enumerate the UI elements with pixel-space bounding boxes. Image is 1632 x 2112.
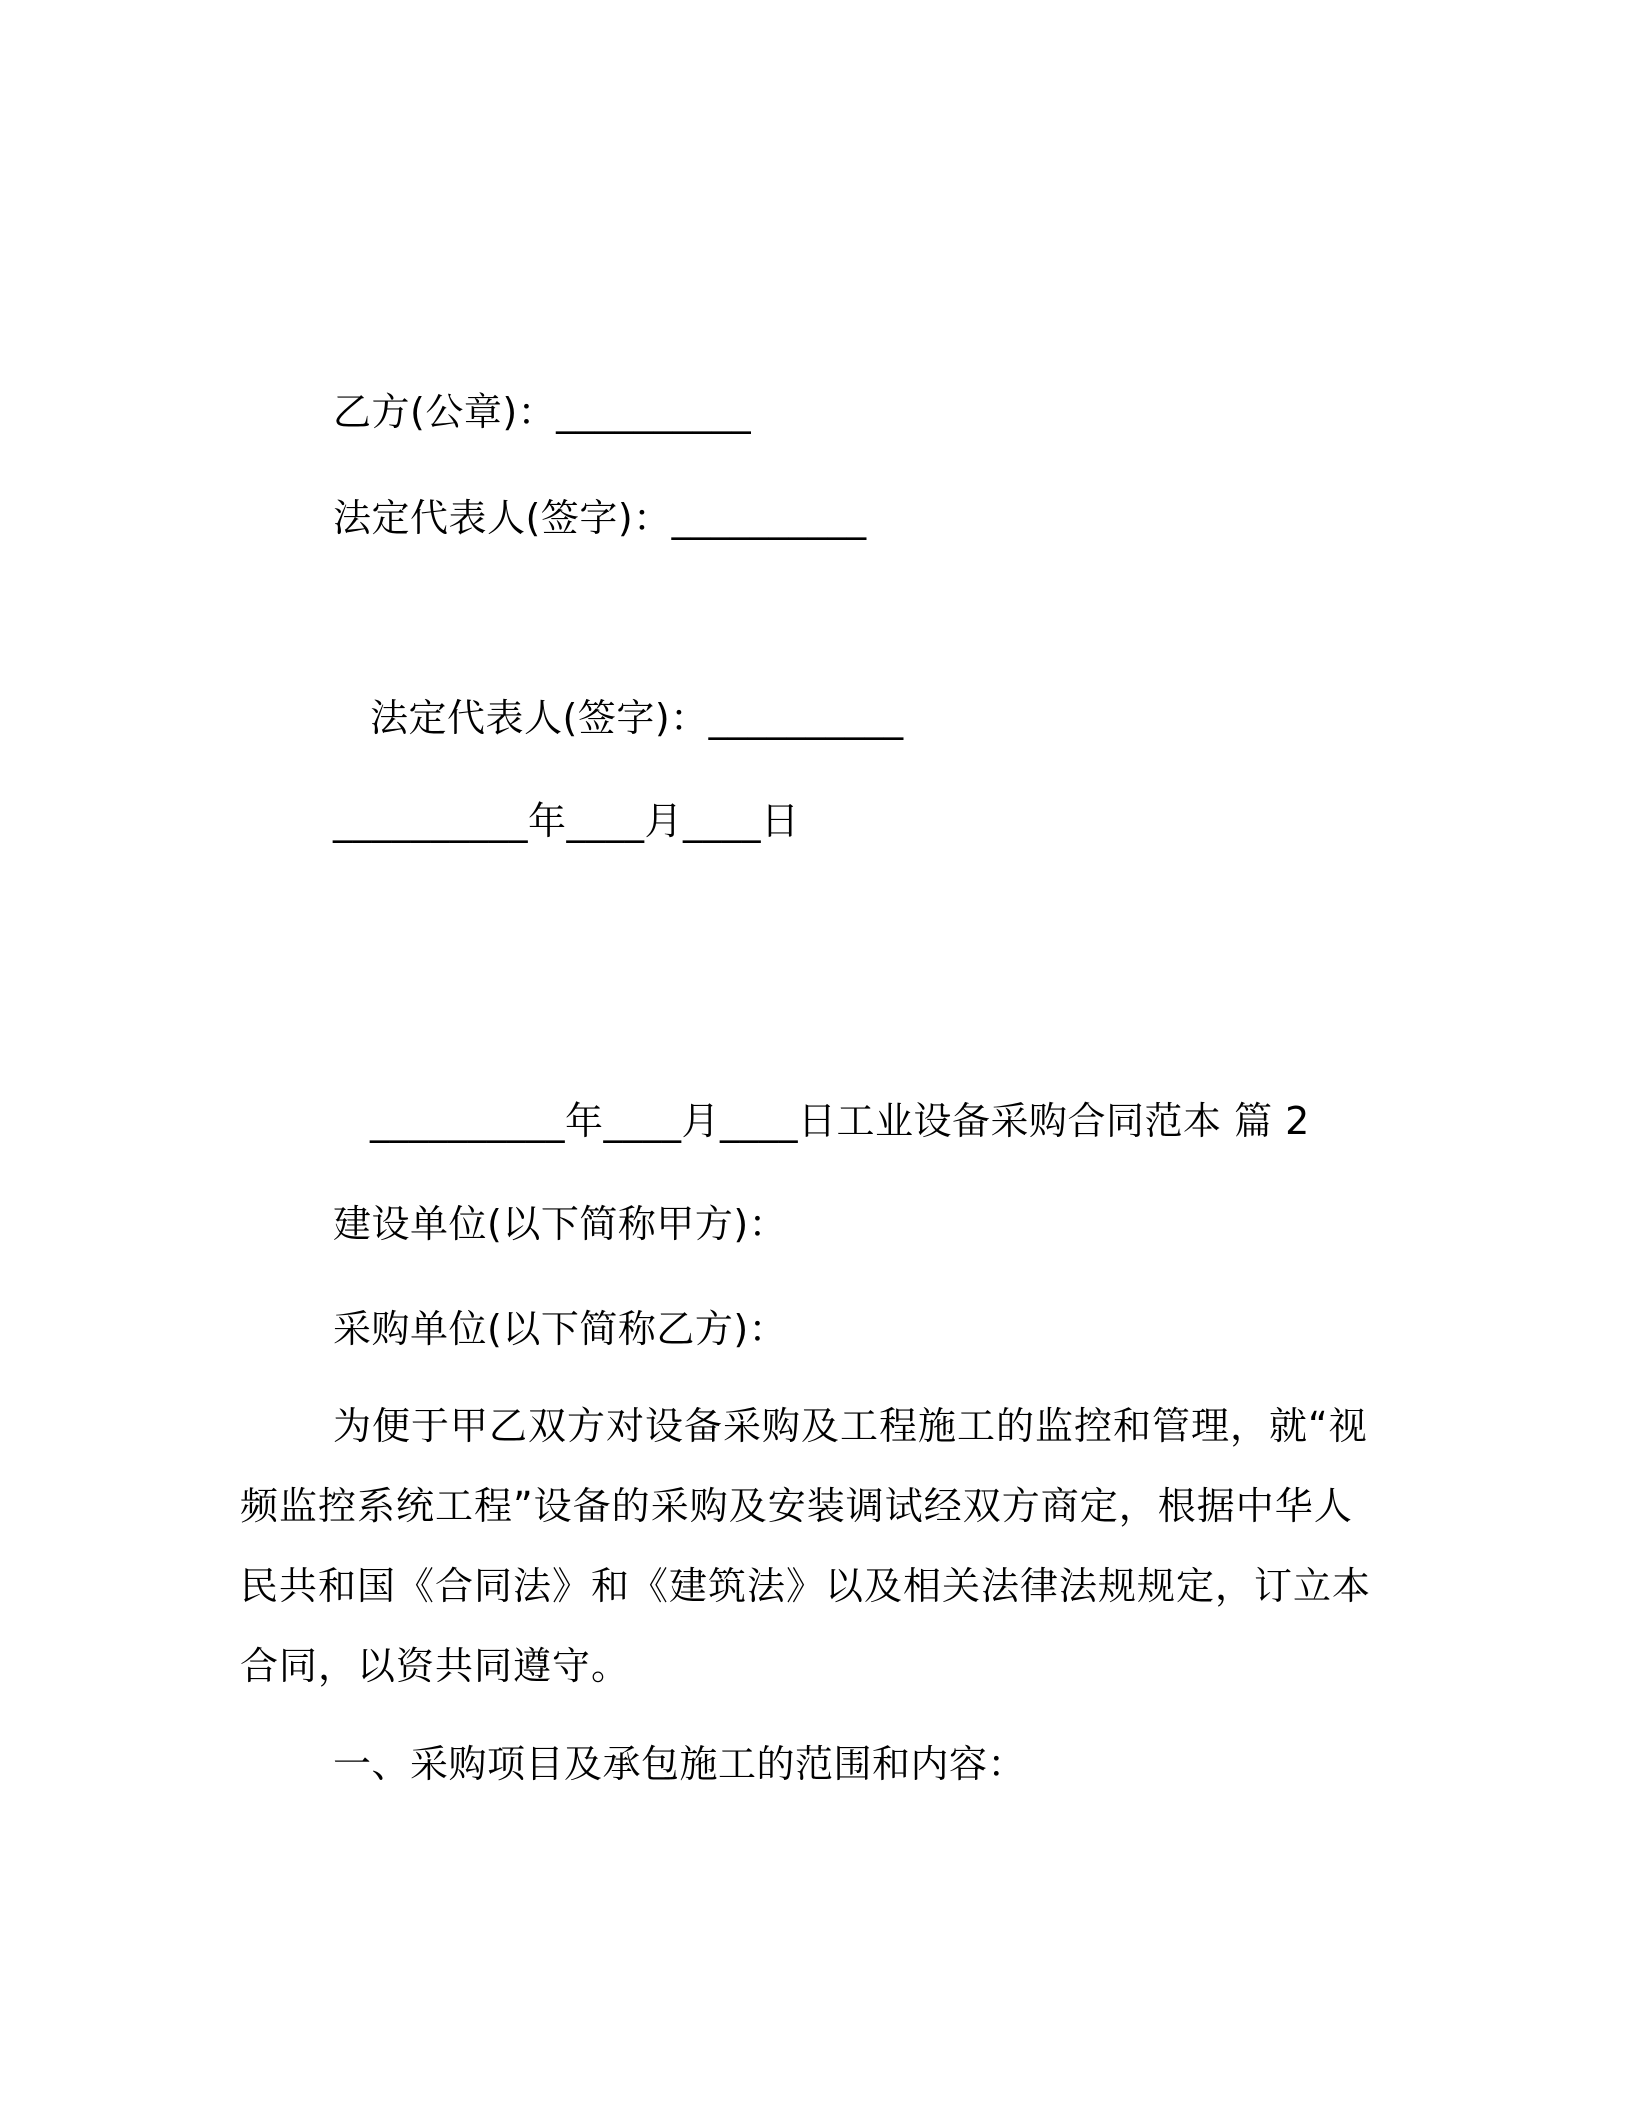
party-a-line: 建设单位(以下简称甲方)： [333,1202,788,1246]
party-b-seal-line: 乙方(公章)：__________ [333,390,752,434]
section-title: __________年____月____日工业设备采购合同范本 篇 2 [370,1099,1310,1143]
intro-paragraph: 为便于甲乙双方对设备采购及工程施工的监控和管理，就“视频监控系统工程”设备的采购及安装调试经双方商定，根据中华人民共和国《合同法》和《建筑法》以及相关法律法规规定，订立本合同，以资共同遵守。 [240,1404,1372,1688]
legal-representative-signature-line-2: 法定代表人(签字)：__________ [370,696,904,740]
signature-date-line: __________年____月____日 [333,799,800,843]
party-b-line: 采购单位(以下简称乙方)： [333,1307,788,1351]
clause-1-heading: 一、采购项目及承包施工的范围和内容： [333,1742,1027,1786]
legal-representative-signature-line: 法定代表人(签字)：__________ [333,496,867,540]
